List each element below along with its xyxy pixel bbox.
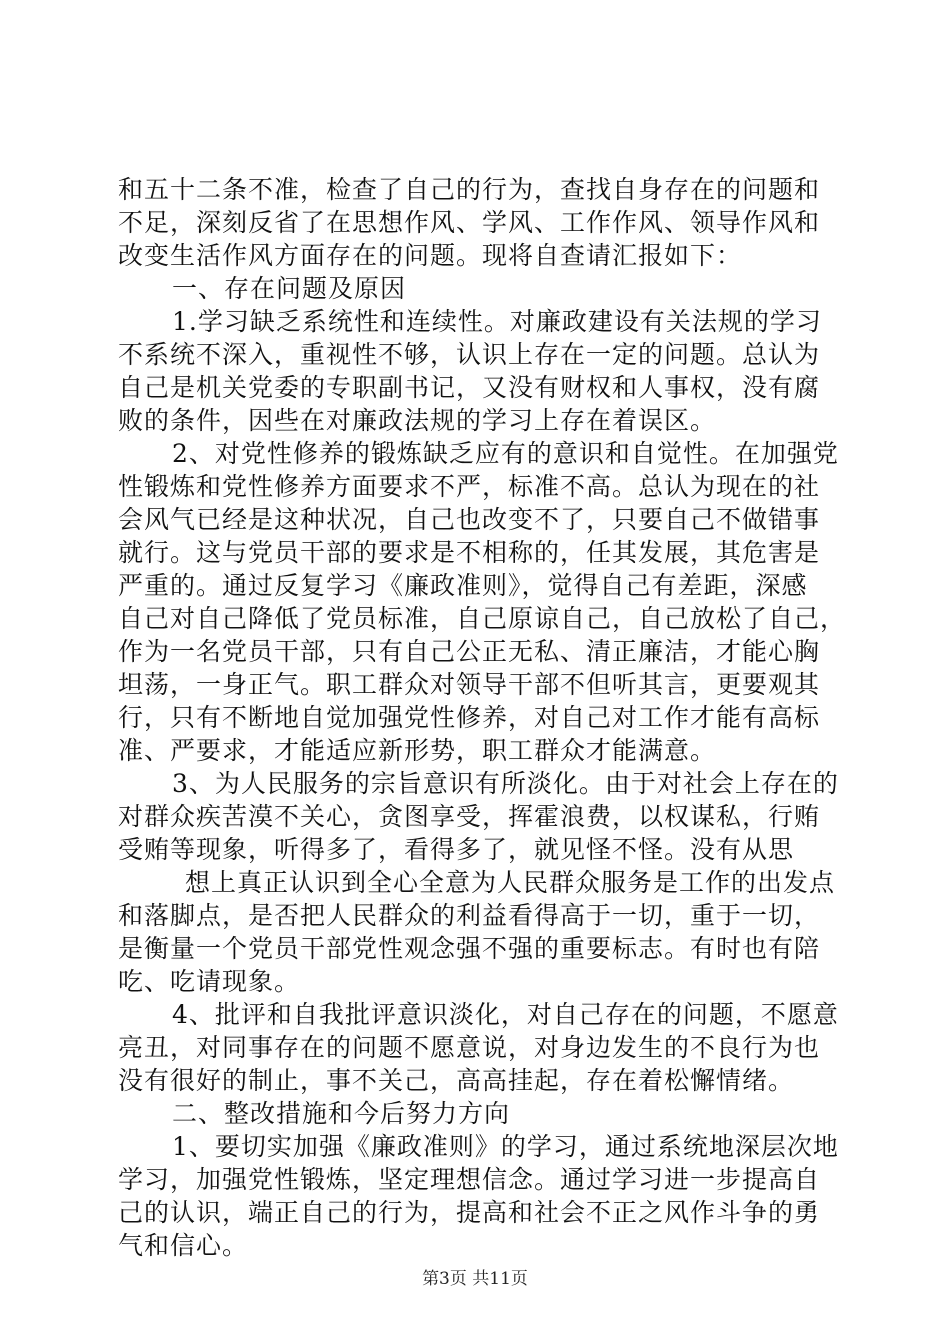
text-line: 1、要切实加强《廉政准则》的学习，通过系统地深层次地 [172, 1132, 839, 1161]
section-heading: 二、整改措施和今后努力方向 [172, 1099, 511, 1128]
text-line: 1.学习缺乏系统性和连续性。对廉政建设有关法规的学习 [172, 307, 822, 336]
text-line: 2、对党性修养的锻炼缺乏应有的意识和自觉性。在加强党 [172, 439, 839, 468]
text-line: 改变生活作风方面存在的问题。现将自查请汇报如下： [118, 241, 743, 270]
text-line: 受贿等现象，听得多了，看得多了，就见怪不怪。没有从思 [118, 835, 795, 864]
text-line: 坦荡，一身正气。职工群众对领导干部不但听其言，更要观其 [118, 670, 821, 699]
text-line: 气和信心。 [118, 1231, 249, 1260]
text-line: 行，只有不断地自觉加强党性修养，对自己对工作才能有高标 [118, 703, 821, 732]
section-heading: 一、存在问题及原因 [172, 274, 407, 303]
text-line: 和落脚点，是否把人民群众的利益看得高于一切，重于一切， [118, 901, 821, 930]
text-line: 性锻炼和党性修养方面要求不严，标准不高。总认为现在的社 [118, 472, 821, 501]
text-line: 自己对自己降低了党员标准，自己原谅自己，自己放松了自己， [118, 604, 847, 633]
text-line: 自己是机关党委的专职副书记，又没有财权和人事权，没有腐 [118, 373, 821, 402]
text-line: 亮丑，对同事存在的问题不愿意说，对身边发生的不良行为也 [118, 1033, 821, 1062]
text-line: 不足，深刻反省了在思想作风、学风、工作作风、领导作风和 [118, 208, 821, 237]
text-line: 会风气已经是这种状况，自己也改变不了，只要自己不做错事 [118, 505, 821, 534]
text-line: 4、批评和自我批评意识淡化，对自己存在的问题，不愿意 [172, 1000, 839, 1029]
text-line: 严重的。通过反复学习《廉政准则》，觉得自己有差距，深感 [118, 571, 808, 600]
text-line: 3、为人民服务的宗旨意识有所淡化。由于对社会上存在的 [172, 769, 839, 798]
text-line: 作为一名党员干部，只有自己公正无私、清正廉洁，才能心胸 [118, 637, 821, 666]
text-line: 和五十二条不准，检查了自己的行为，查找自身存在的问题和 [118, 175, 821, 204]
text-line: 没有很好的制止，事不关己，高高挂起，存在着松懈情绪。 [118, 1066, 795, 1095]
text-line: 不系统不深入，重视性不够，认识上存在一定的问题。总认为 [118, 340, 821, 369]
text-line: 己的认识，端正自己的行为，提高和社会不正之风作斗争的勇 [118, 1198, 821, 1227]
text-line: 对群众疾苦漠不关心，贪图享受，挥霍浪费，以权谋私，行贿 [118, 802, 821, 831]
text-line: 败的条件，因些在对廉政法规的学习上存在着误区。 [118, 406, 717, 435]
text-line: 学习，加强党性锻炼，坚定理想信念。通过学习进一步提高自 [118, 1165, 821, 1194]
text-line: 是衡量一个党员干部党性观念强不强的重要标志。有时也有陪 [118, 934, 821, 963]
text-line: 就行。这与党员干部的要求是不相称的，任其发展，其危害是 [118, 538, 821, 567]
page-footer: 第3页 共11页 [422, 1269, 528, 1289]
text-line: 准、严要求，才能适应新形势，职工群众才能满意。 [118, 736, 717, 765]
text-line: 吃、吃请现象。 [118, 967, 301, 996]
text-line: 想上真正认识到全心全意为人民群众服务是工作的出发点 [185, 868, 836, 897]
